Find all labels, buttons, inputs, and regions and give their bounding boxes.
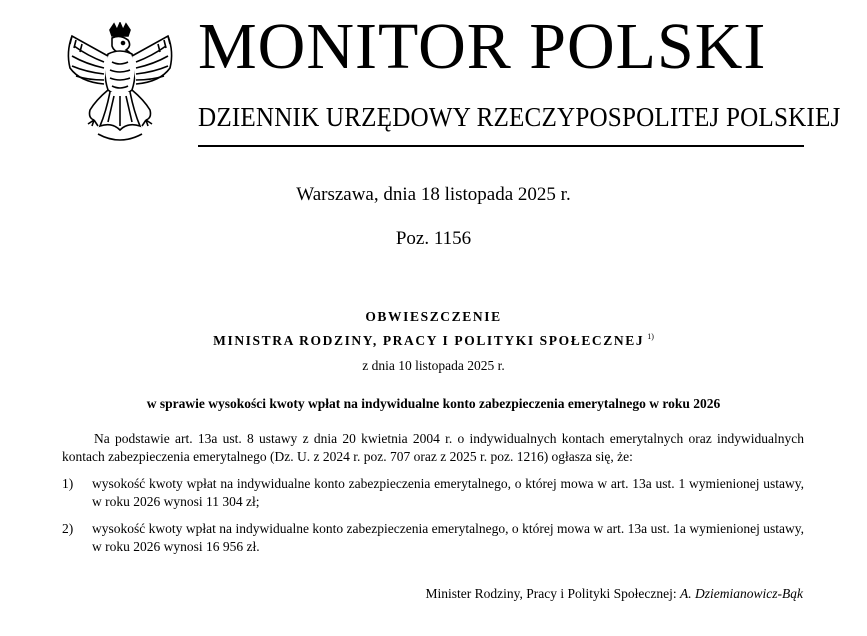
masthead-subtitle: DZIENNIK URZĘDOWY RZECZYPOSPOLITEJ POLSKIEJ	[198, 102, 841, 132]
list-item-number: 2)	[62, 521, 74, 536]
masthead-divider	[198, 145, 804, 147]
act-date: z dnia 10 listopada 2025 r.	[362, 358, 505, 373]
signature-signer: A. Dziemianowicz-Bąk	[680, 586, 803, 601]
masthead-title: MONITOR POLSKI	[198, 10, 767, 83]
list-item-text: wysokość kwoty wpłat na indywidualne konto zabezpieczenia emerytalnego, o której mowa w art. 13a ust. 1a wymienionej ustawy, w roku 2026 wynosi 16 956 zł.	[92, 521, 804, 554]
signature-office: Minister Rodziny, Pracy i Polityki Społecznej:	[425, 586, 677, 601]
eagle-emblem-graphic	[60, 22, 180, 150]
list-item-text: wysokość kwoty wpłat na indywidualne konto zabezpieczenia emerytalnego, o której mowa w art. 13a ust. 1 wymienionej ustawy, w roku 2026 wynosi 11 304 zł;	[92, 476, 804, 509]
list-item	[62, 520, 804, 556]
publication-place-date: Warszawa, dnia 18 listopada 2025 r.	[296, 184, 571, 205]
act-type: OBWIESZCZENIE	[365, 309, 502, 324]
list-item-number: 1)	[62, 476, 74, 491]
signature-line	[426, 586, 803, 602]
act-subject: w sprawie wysokości kwoty wpłat na indywidualne konto zabezpieczenia emerytalnego w roku 2026	[146, 396, 721, 411]
act-issuer	[0, 332, 867, 349]
act-body	[62, 430, 804, 556]
polish-eagle-emblem	[60, 22, 180, 150]
intro-paragraph: Na podstawie art. 13a ust. 8 ustawy z dnia 20 kwietnia 2004 r. o indywidualnych kontach emerytalnych oraz indywidualnych kontach zabezpieczenia emerytalnego (Dz. U. z 2024 r. poz. 707 oraz z 2025 r. poz. 1216) ogłasza się, że:	[62, 431, 804, 464]
publication-position: Poz. 1156	[395, 228, 472, 249]
footnote-reference[interactable]: 1)	[647, 332, 654, 341]
list-item	[62, 475, 804, 511]
act-issuer-text: MINISTRA RODZINY, PRACY I POLITYKI SPOŁECZNEJ	[213, 333, 645, 348]
